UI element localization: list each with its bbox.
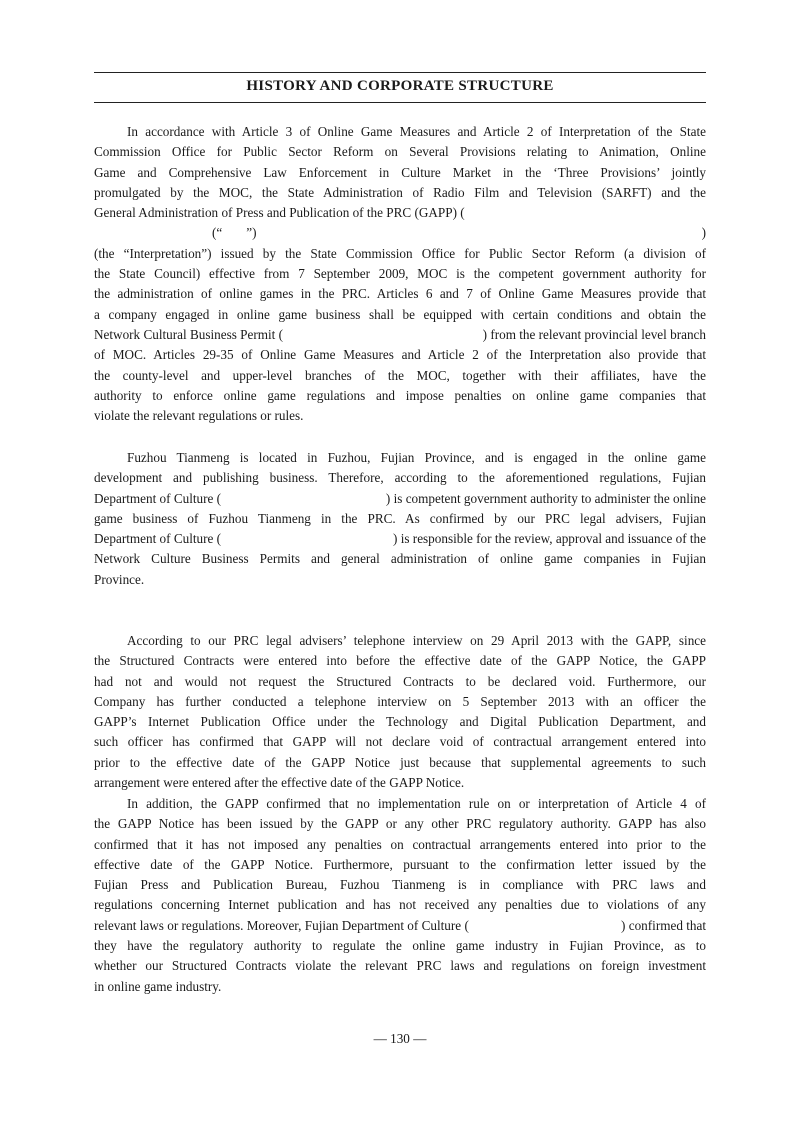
text-line: game business of Fuzhou Tianmeng in the PRC. As confirmed by our PRC legal advisers, Fujian — [94, 510, 706, 526]
text-line: authority to enforce online game regulations and impose penalties on online game companies that — [94, 387, 706, 403]
header-rule-top — [94, 72, 706, 73]
text-fragment: ) is responsible for the review, approval and issuance of the — [393, 531, 706, 547]
text-fragment: ”) — [246, 225, 257, 241]
text-line: regulations concerning Internet publication and has not received any penalties due to violations of any — [94, 897, 706, 913]
text-line: Province. — [94, 571, 145, 587]
text-line: development and publishing business. Therefore, according to the aforementioned regulations, Fujian — [94, 470, 706, 486]
text-line: promulgated by the MOC, the State Administration of Radio Film and Television (SARFT) and the — [94, 184, 706, 200]
text-line: Fujian Press and Publication Bureau, Fuzhou Tianmeng is in compliance with PRC laws and — [94, 877, 706, 893]
text-fragment: ) from the relevant provincial level branch — [482, 326, 706, 342]
text-line: According to our PRC legal advisers’ telephone interview on 29 April 2013 with the GAPP, since — [127, 633, 706, 648]
text-line: the Structured Contracts were entered into before the effective date of the GAPP Notice, the GAPP — [94, 653, 706, 669]
text-line: they have the regulatory authority to regulate the online game industry in Fujian Province, as to — [94, 938, 706, 954]
text-line: the State Council) effective from 7 September 2009, MOC is the competent government authority for — [94, 266, 706, 282]
text-line: Game and Comprehensive Law Enforcement in Culture Market in the ‘Three Provisions’ jointly — [94, 164, 706, 180]
text-fragment: ) is competent government authority to administer the online — [385, 490, 706, 506]
text-line: Fuzhou Tianmeng is located in Fuzhou, Fujian Province, and is engaged in the online game — [127, 450, 706, 465]
text-fragment: Department of Culture ( — [94, 531, 222, 547]
text-line — [94, 529, 706, 549]
paragraph-1 — [94, 122, 706, 426]
text-line — [94, 916, 706, 936]
text-fragment: (“ — [212, 225, 223, 241]
text-line: General Administration of Press and Publication of the PRC (GAPP) ( — [94, 205, 465, 221]
page-heading: HISTORY AND CORPORATE STRUCTURE — [246, 78, 554, 94]
header-rule-bottom — [94, 102, 706, 103]
text-line: effective date of the GAPP Notice. Furthermore, pursuant to the confirmation letter issued by the — [94, 856, 706, 872]
text-line: in online game industry. — [94, 978, 222, 994]
text-line: confirmed that it has not imposed any penalties on contractual arrangements entered into prior to the — [94, 836, 706, 852]
text-line: Commission Office for Public Sector Reform on Several Provisions relating to Animation, Online — [94, 144, 706, 160]
text-line: whether our Structured Contracts violate the relevant PRC laws and regulations on foreign investment — [94, 958, 706, 974]
text-line: such officer has confirmed that GAPP will not declare void of contractual arrangement entered into — [94, 734, 706, 750]
text-line: GAPP’s Internet Publication Office under the Technology and Digital Publication Department, and — [94, 714, 706, 730]
text-line: In accordance with Article 3 of Online Game Measures and Article 2 of Interpretation of the State — [127, 124, 706, 139]
paragraph-3 — [94, 631, 706, 793]
text-line: In addition, the GAPP confirmed that no implementation rule on or interpretation of Article 4 of — [127, 796, 706, 811]
text-fragment: Department of Culture ( — [94, 490, 222, 506]
text-line — [94, 325, 706, 345]
text-line: (the “Interpretation”) issued by the State Commission Office for Public Sector Reform (a division of — [94, 245, 706, 261]
text-line: of MOC. Articles 29-35 of Online Game Measures and Article 2 of the Interpretation also provide that — [94, 347, 706, 363]
text-line — [94, 223, 706, 243]
text-line: prior to the effective date of the GAPP Notice just because that supplemental agreements to such — [94, 754, 706, 770]
text-fragment: ) — [701, 225, 706, 241]
paragraph-2 — [94, 448, 706, 590]
text-line: Network Culture Business Permits and general administration of online game companies in Fujian — [94, 551, 706, 567]
text-line: violate the relevant regulations or rules. — [94, 408, 304, 424]
text-line: the GAPP Notice has been issued by the GAPP or any other PRC regulatory authority. GAPP has also — [94, 816, 706, 832]
text-line: the county-level and upper-level branches of the MOC, together with their affiliates, have the — [94, 367, 706, 383]
text-line: a company engaged in online game business shall be equipped with certain conditions and obtain the — [94, 306, 706, 322]
text-fragment: relevant laws or regulations. Moreover, Fujian Department of Culture ( — [94, 917, 469, 933]
page-number: — 130 — — [373, 1031, 427, 1046]
text-fragment: ) confirmed that — [621, 917, 706, 933]
text-fragment: Network Cultural Business Permit ( — [94, 326, 284, 342]
text-line — [94, 489, 706, 509]
text-line: had not and would not request the Structured Contracts to be declared void. Furthermore, our — [94, 673, 706, 689]
paragraph-4 — [94, 794, 706, 997]
text-line: the administration of online games in the PRC. Articles 6 and 7 of Online Game Measures provide that — [94, 286, 706, 302]
text-line: arrangement were entered after the effective date of the GAPP Notice. — [94, 775, 465, 791]
text-line: Company has further conducted a telephone interview on 5 September 2013 with an officer the — [94, 693, 706, 709]
